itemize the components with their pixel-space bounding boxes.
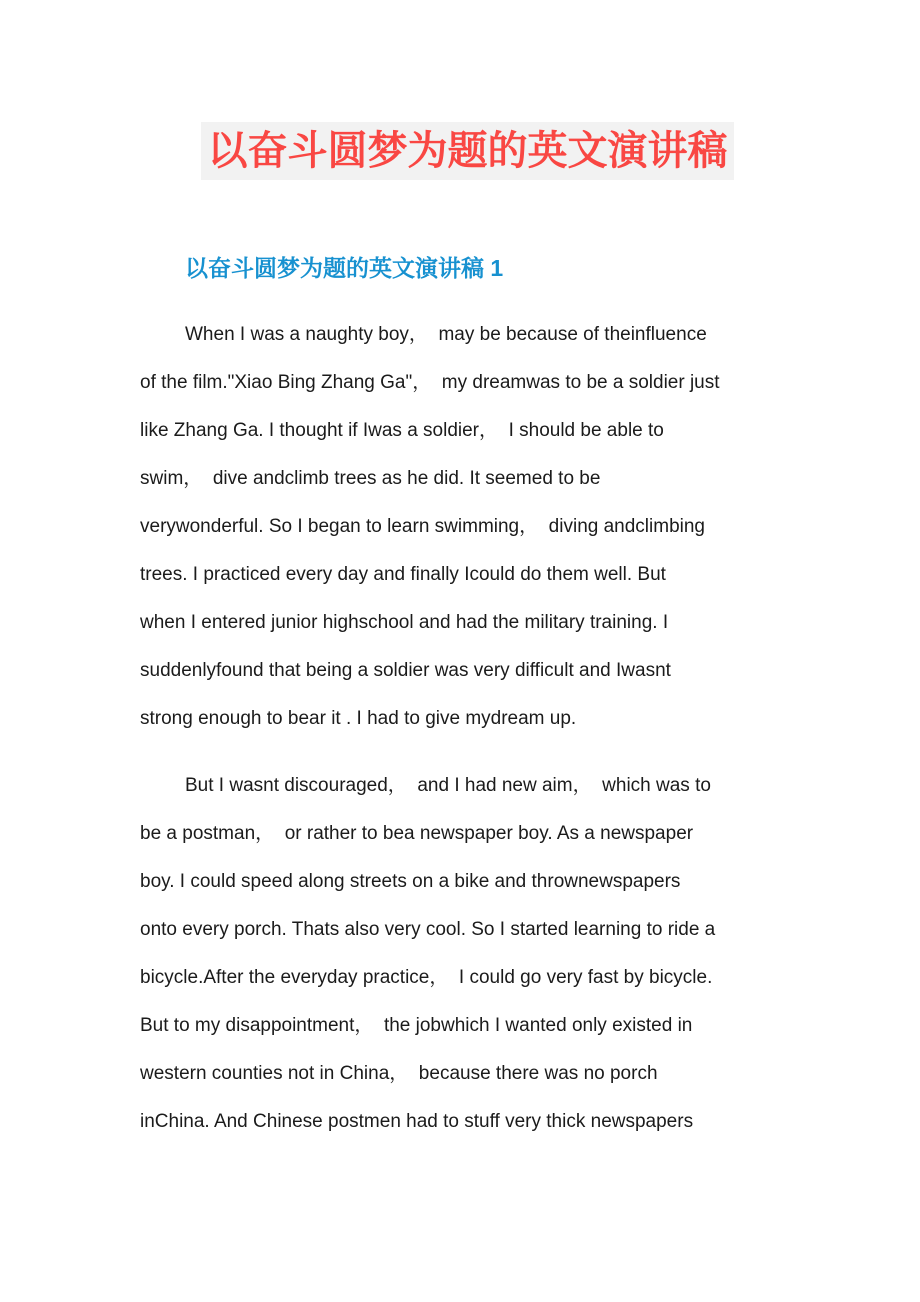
text-line: trees. I practiced every day and finally Icould do them well. But (140, 564, 666, 585)
text-line: of the film."Xiao Bing Zhang Ga"， my dreamwas to be a soldier just (140, 372, 720, 393)
text-line: boy. I could speed along streets on a bike and thrownewspapers (140, 871, 681, 892)
paragraph (140, 762, 782, 1146)
section-heading: 以奋斗圆梦为题的英文演讲稿 1 (185, 255, 504, 281)
paragraph (140, 311, 782, 743)
page-title: 以奋斗圆梦为题的英文演讲稿 (201, 122, 734, 180)
text-line: But I wasnt discouraged， and I had new aim， which was to (185, 775, 711, 796)
text-line: onto every porch. Thats also very cool. So I started learning to ride a (140, 919, 716, 940)
text-line: swim， dive andclimb trees as he did. It seemed to be (140, 468, 601, 489)
text-line: strong enough to bear it . I had to give mydream up. (140, 708, 577, 729)
text-line: inChina. And Chinese postmen had to stuff very thick newspapers (140, 1111, 694, 1132)
text-line: bicycle.After the everyday practice， I could go very fast by bicycle. (140, 967, 713, 988)
text-line: be a postman， or rather to bea newspaper boy. As a newspaper (140, 823, 694, 844)
text-line: suddenlyfound that being a soldier was very difficult and Iwasnt (140, 660, 671, 681)
text-line: when I entered junior highschool and had the military training. I (140, 612, 669, 633)
text-line: But to my disappointment， the jobwhich I wanted only existed in (140, 1015, 693, 1036)
document-body (140, 311, 782, 1146)
text-line: When I was a naughty boy， may be because of theinfluence (185, 324, 707, 345)
text-line: western counties not in China， because there was no porch (140, 1063, 658, 1084)
text-line: verywonderful. So I began to learn swimming， diving andclimbing (140, 516, 705, 537)
text-line: like Zhang Ga. I thought if Iwas a soldier， I should be able to (140, 420, 664, 441)
